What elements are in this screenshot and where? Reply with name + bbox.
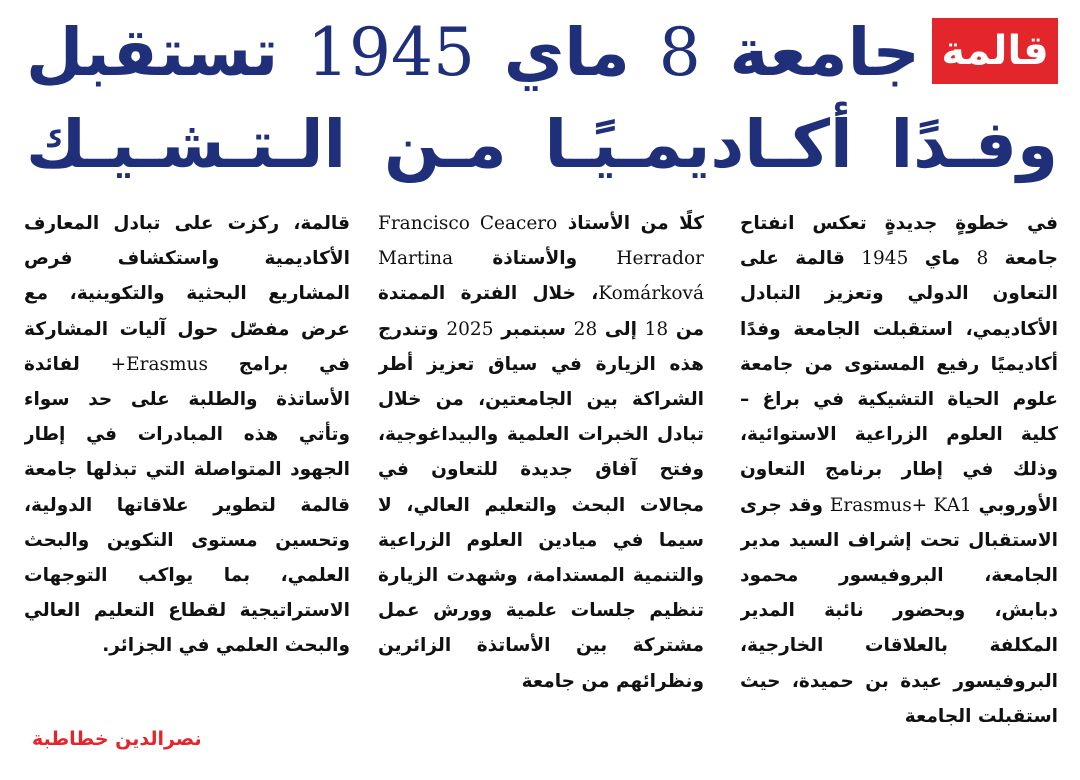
col1-text-4: وقد جرى الاستقبال تحت إشراف السيد مدير الجامعة، البروفيسور محمود دبابش، وبحضور نائبة المدير المكلفة بالعلاقات الخارجية، البروفيسور عيدة بن حميدة، حيث استقبلت الجامعة <box>740 494 1058 727</box>
headline-word-may: ماي <box>503 14 630 91</box>
col2-name-francisco: Francisco Ceacero Herrador <box>378 213 704 270</box>
col2-year: 2025 <box>446 318 494 340</box>
col2-day-start: 18 <box>644 318 669 340</box>
col2-text-5: سبتمبر <box>493 318 574 340</box>
headline-day-number: 8 <box>658 14 701 91</box>
author-byline: نصرالدين خطاطبة <box>32 728 202 750</box>
headline-line-2: وفـدًا أكـاديمـيًـا مـن الـتـشـيـك <box>26 106 1058 183</box>
article-column-2 <box>378 206 704 766</box>
col2-text-4: إلى <box>597 318 645 340</box>
col1-text-3: قالمة على التعاون الدولي وتعزيز التبادل الأكاديمي، استقبلت الجامعة وفدًا أكاديميًا رفيع المستوى من جامعة علوم الحياة التشيكية في براغ – كلية العلوم الزراعية الاستوائية، وذلك في إطار برنامج التعاون الأوروبي <box>740 248 1058 516</box>
col1-program-name: Erasmus+ KA1 <box>829 494 972 516</box>
col1-year: 1945 <box>861 248 909 270</box>
col2-text-6: وتندرج هذه الزيارة في سياق تعزيز أطر الشراكة بين الجامعتين، من خلال تبادل الخبرات العلمية والبيداغوجية، وفتح آفاق جديدة للتعاون في مجالات البحث والتعليم العالي، لا سيما في ميادين العلوم الزراعية والتنمية المستدامة، وشهدت الزيارة تنظيم جلسات علمية وورش عمل مشتركة بين الأساتذة الزائرين ونظرائهم من جامعة <box>378 318 704 692</box>
col3-text-2: لفائدة الأساتذة والطلبة على حد سواء وتأتي هذه المبادرات في إطار الجهود المتواصلة التي تبذلها جامعة قالمة لتطوير علاقاتها الدولية، وتحسين مستوى التكوين والبحث العلمي، بما يواكب التوجهات الاستراتيجية لقطاع التعليم العالي والبحث العلمي في الجزائر. <box>24 353 350 657</box>
section-badge <box>932 18 1058 84</box>
col1-text-2: ماي <box>908 248 977 270</box>
col2-text-2: والأستاذة <box>453 248 617 270</box>
article-column-3 <box>24 206 350 706</box>
col2-text-3: ، خلال الفترة الممتدة من <box>378 283 704 340</box>
col3-program-name: Erasmus+ <box>110 353 208 375</box>
col2-name-martina: Martina Komárková <box>378 248 704 305</box>
col1-text-1: في خطوةٍ جديدةٍ تعكس انفتاح جامعة <box>740 213 1058 270</box>
headline-line-1 <box>26 10 920 96</box>
col3-text-1: قالمة، ركزت على تبادل المعارف الأكاديمية واستكشاف فرص المشاريع البحثية والتكوينية، مع عرض مفصّل حول آليات المشاركة في برامج <box>24 213 350 375</box>
col1-number-8: 8 <box>976 248 989 270</box>
headline-word-receives: تستقبل <box>26 14 279 91</box>
col2-day-end: 28 <box>573 318 598 340</box>
headline-word-university: جامعة <box>729 14 920 91</box>
article-column-1 <box>740 206 1058 766</box>
col2-text-1: كلًا من الأستاذ <box>557 213 704 234</box>
section-badge-label: قالمة <box>941 28 1049 74</box>
headline-year: 1945 <box>307 14 475 91</box>
